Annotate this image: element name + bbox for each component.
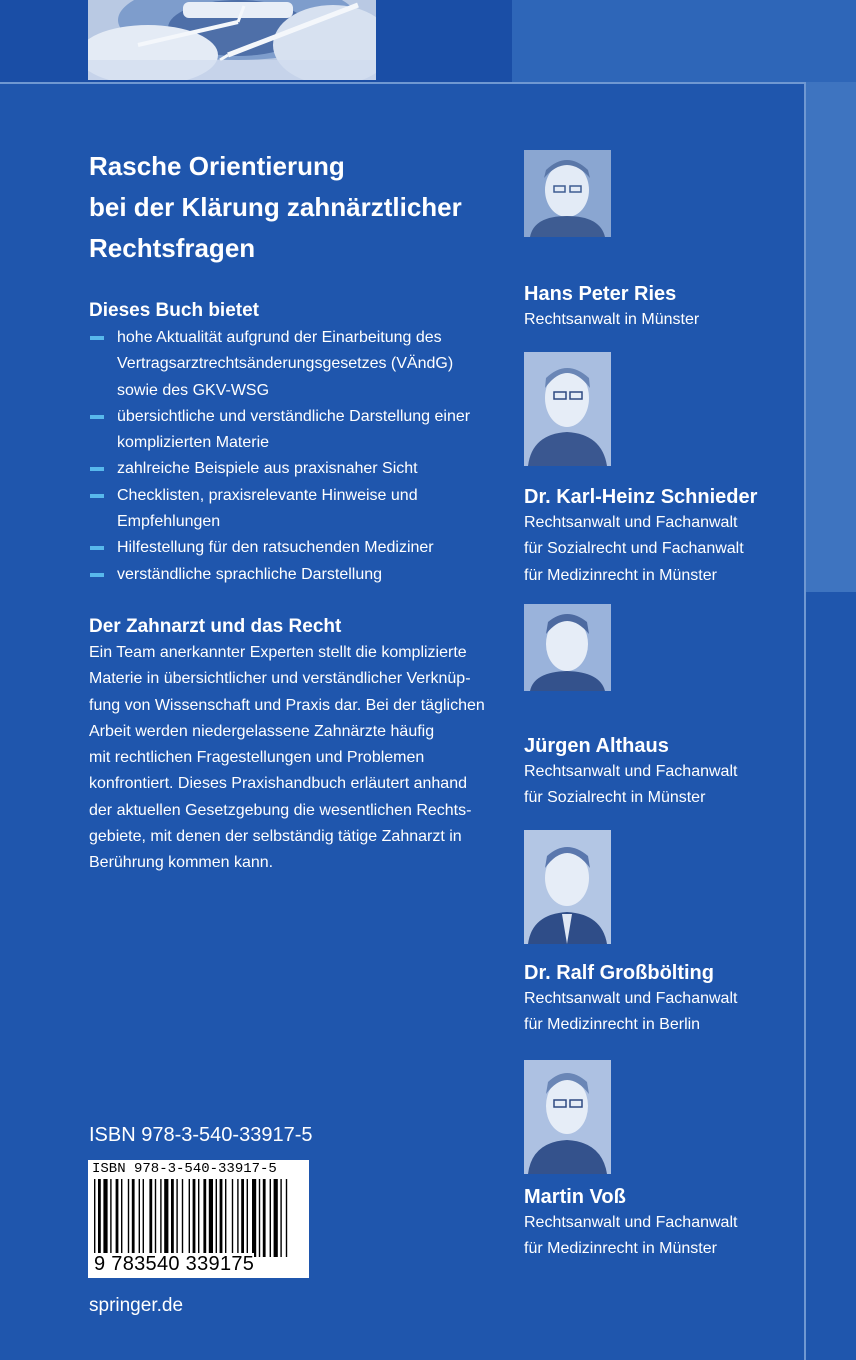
author-name: Martin Voß xyxy=(524,1186,626,1208)
author-role: für Medizinrecht in Münster xyxy=(524,566,717,584)
headline-line-1: Rasche Orientierung xyxy=(89,151,345,181)
author-role: für Medizinrecht in Münster xyxy=(524,1240,717,1258)
list-item: zahlreiche Beispiele aus praxisnaher Sicht xyxy=(89,456,499,482)
list-item: Checklisten, praxisrelevante Hinweise und Empfehlungen xyxy=(89,483,499,536)
author-name: Dr. Ralf Großbölting xyxy=(524,962,714,984)
author-portrait xyxy=(524,1060,611,1174)
headline-line-2: bei der Klärung zahnärztlicher xyxy=(89,192,462,222)
author-portrait xyxy=(524,150,611,237)
author-portrait xyxy=(524,830,611,944)
right-strip-lower xyxy=(806,592,856,1360)
description-section xyxy=(89,614,499,877)
headline xyxy=(89,146,499,269)
dental-photo xyxy=(88,0,376,80)
author-portrait xyxy=(524,604,611,691)
author-card xyxy=(524,830,794,1039)
author-card xyxy=(524,1060,794,1263)
author-name: Jürgen Althaus xyxy=(524,735,669,757)
bullet-dash-icon xyxy=(90,494,104,498)
list-item: hohe Aktualität aufgrund der Einarbeitung des Vertragsarztrechtsänderungsgesetzes (VÄndG) sowie des GKV-WSG xyxy=(89,325,499,404)
barcode-number: 9 783540 339175 xyxy=(94,1253,255,1275)
bullet-dash-icon xyxy=(90,546,104,550)
list-item: übersichtliche und verständliche Darstellung einer komplizierten Materie xyxy=(89,404,499,457)
list-item: Hilfestellung für den ratsuchenden Mediziner xyxy=(89,535,499,561)
author-role: Rechtsanwalt und Fachanwalt xyxy=(524,1214,738,1231)
barcode-isbn-label: ISBN 978-3-540-33917-5 xyxy=(92,1161,277,1177)
right-accent-strip xyxy=(806,82,856,592)
offer-list xyxy=(89,325,499,588)
headline-line-3: Rechtsfragen xyxy=(89,233,256,263)
author-card xyxy=(524,352,794,589)
top-band-accent xyxy=(512,0,856,82)
author-portrait xyxy=(524,352,611,466)
offer-section xyxy=(89,298,499,588)
frame-line-right xyxy=(804,82,806,1360)
barcode xyxy=(88,1160,309,1278)
author-role: für Sozialrecht und Fachanwalt xyxy=(524,540,744,558)
description-text: Ein Team anerkannter Experten stellt die komplizierte Materie in übersichtlicher und verständlicher Verknüp- fung von Wissenschaft und Praxis dar. Bei der täglichen Arbeit werden niedergelassene Zahnärzte häufig mit rechtlichen Fragestellungen und Problemen konfrontiert. Dieses Praxishandbuch erläutert anhand der aktuellen Gesetzgebung die wesentlichen Rechts- gebiete, mit denen der selbständig tätige Zahnarzt in Berührung kommen kann. xyxy=(89,644,485,872)
publisher-website[interactable]: springer.de xyxy=(89,1295,184,1316)
barcode-bars-icon xyxy=(94,1179,303,1257)
author-role: Rechtsanwalt und Fachanwalt xyxy=(524,990,738,1007)
author-role: für Sozialrecht in Münster xyxy=(524,789,706,807)
description-title: Der Zahnarzt und das Recht xyxy=(89,616,342,637)
list-item: verständliche sprachliche Darstellung xyxy=(89,562,499,588)
author-role: Rechtsanwalt und Fachanwalt xyxy=(524,514,738,531)
author-name: Dr. Karl-Heinz Schnieder xyxy=(524,486,758,508)
author-name: Hans Peter Ries xyxy=(524,283,677,305)
author-role: Rechtsanwalt und Fachanwalt xyxy=(524,763,738,780)
author-role: für Medizinrecht in Berlin xyxy=(524,1016,701,1034)
author-card xyxy=(524,604,794,812)
bullet-dash-icon xyxy=(90,467,104,471)
offer-title: Dieses Buch bietet xyxy=(89,300,259,321)
isbn-text: ISBN 978-3-540-33917-5 xyxy=(89,1124,313,1146)
author-card xyxy=(524,150,794,333)
author-role: Rechtsanwalt in Münster xyxy=(524,311,700,328)
bullet-dash-icon xyxy=(90,415,104,419)
bullet-dash-icon xyxy=(90,573,104,577)
bullet-dash-icon xyxy=(90,336,104,340)
frame-line-top xyxy=(0,82,806,84)
